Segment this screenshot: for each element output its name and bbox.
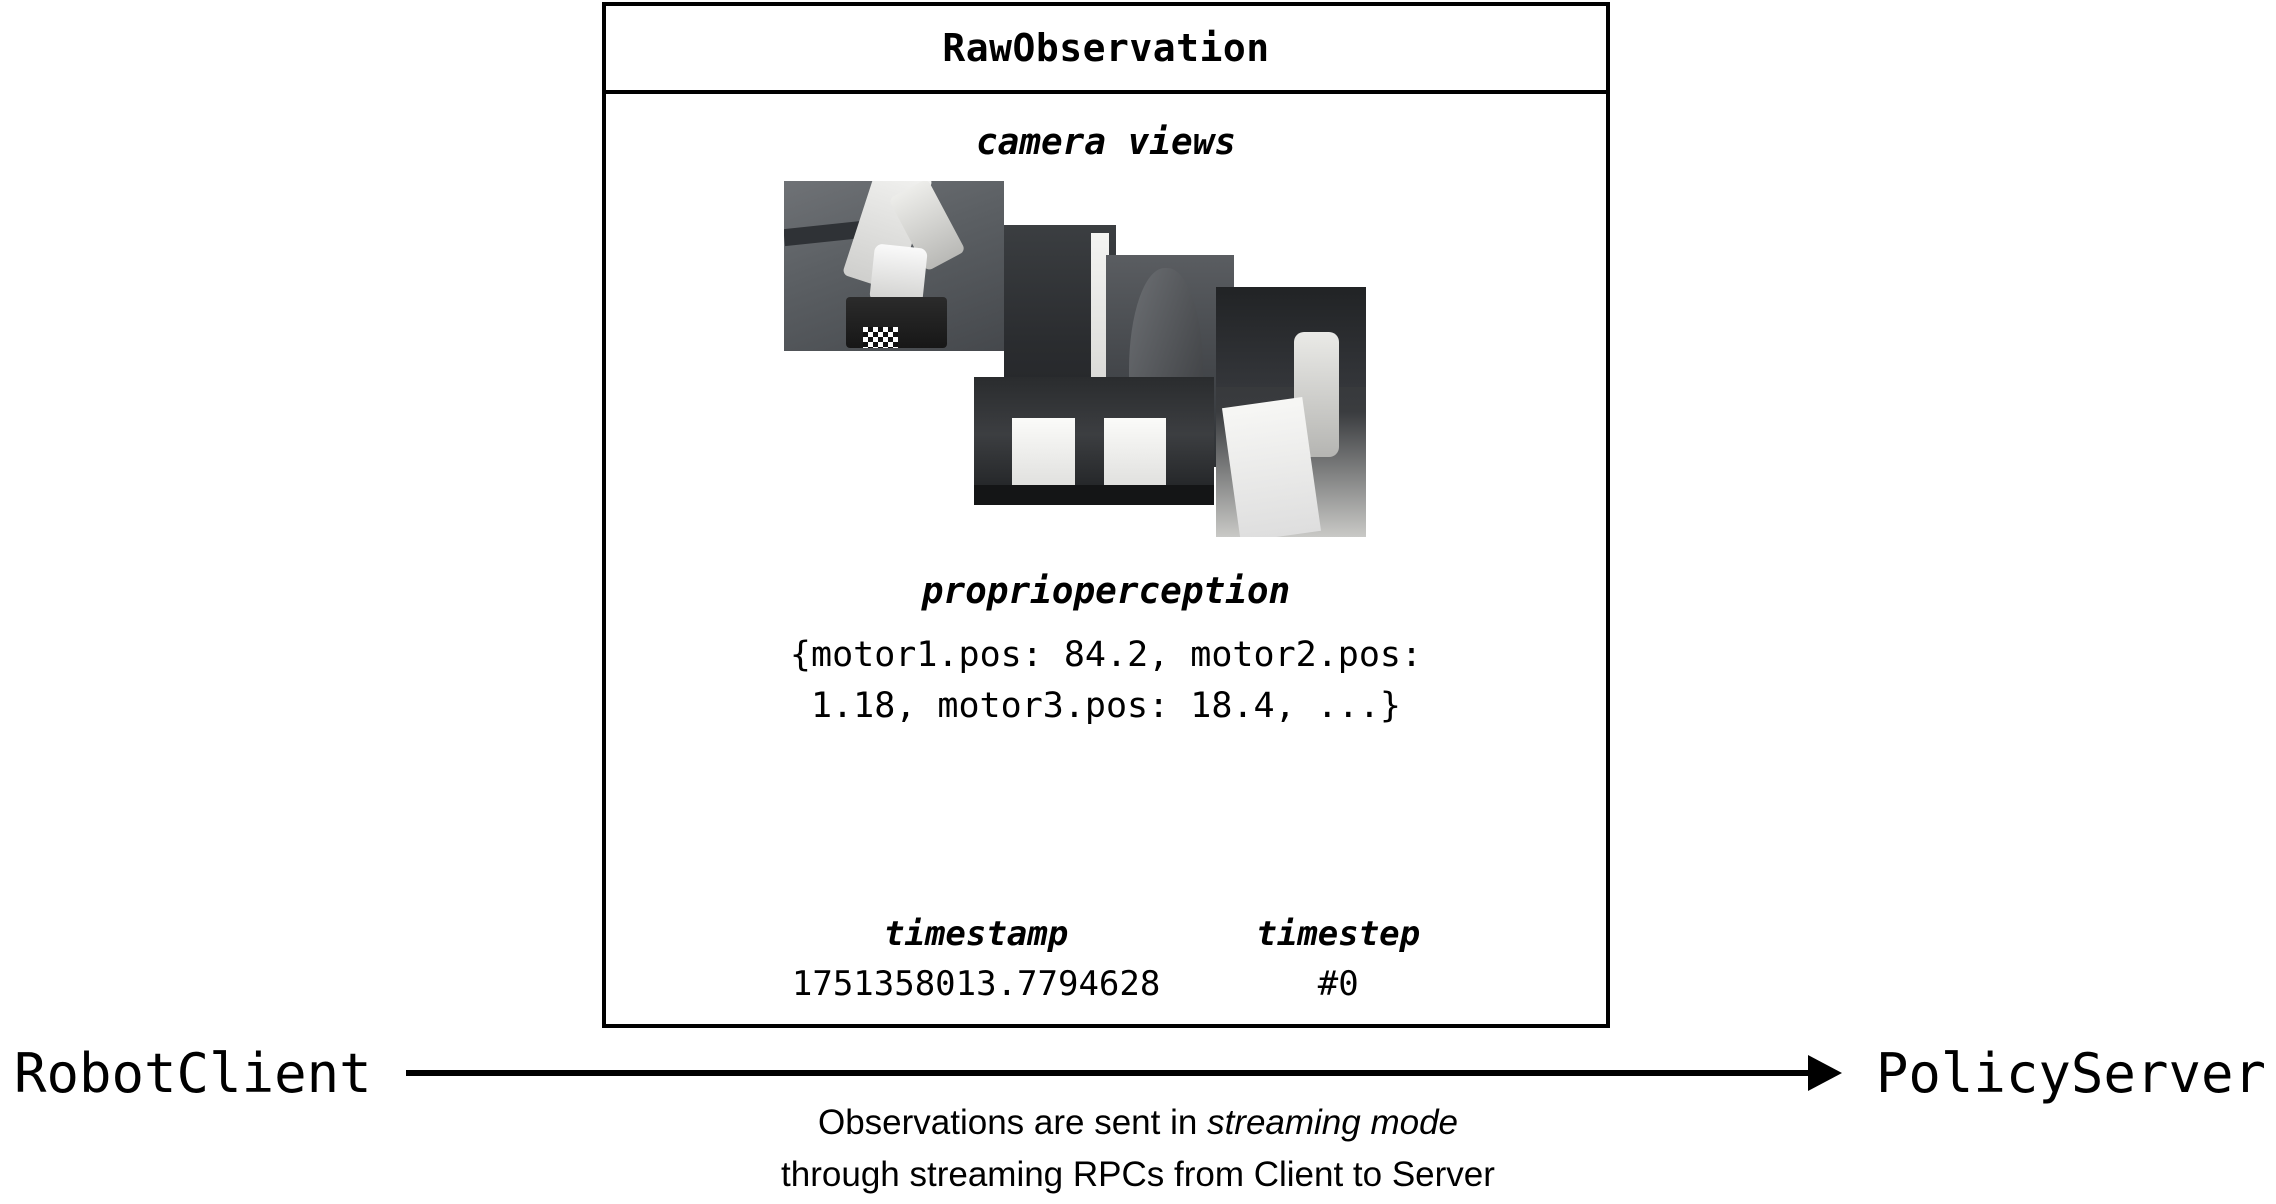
camera-views-collage: [606, 181, 1606, 541]
camera-views-label: camera views: [975, 122, 1237, 163]
flow-caption-line-1-prefix: Observations are sent in: [817, 1103, 1208, 1142]
arrow-head-icon: [1808, 1055, 1842, 1091]
raw-observation-card: [602, 2, 1610, 1028]
flow-caption-line-1-emphasis: streaming mode: [1207, 1103, 1459, 1142]
timestamp-value: 1751358013.7794628: [791, 964, 1161, 1004]
timestep-value: #0: [1317, 964, 1359, 1004]
wrist-camera-view-image: [1216, 287, 1366, 537]
timestep-field: [1256, 914, 1420, 1004]
robot-client-node: RobotClient: [14, 1041, 372, 1105]
observation-metadata-row: [606, 914, 1606, 1004]
policy-server-node: PolicyServer: [1875, 1041, 2266, 1105]
flow-caption-line-2: through streaming RPCs from Client to Server: [781, 1154, 1495, 1194]
card-title: RawObservation: [606, 6, 1606, 94]
flow-caption-line-1: [0, 1100, 2276, 1146]
front-gripper-view-image: [974, 377, 1214, 505]
arrow-line: [406, 1070, 1816, 1076]
proprioperception-value: [606, 630, 1606, 732]
timestamp-field: [792, 914, 1160, 1004]
overhead-scene-view-image: [784, 181, 1004, 351]
timestamp-label: timestamp: [883, 914, 1069, 954]
proprioperception-value-line-1: {motor1.pos: 84.2, motor2.pos:: [789, 635, 1423, 675]
proprioperception-value-line-2: 1.18, motor3.pos: 18.4, ...}: [810, 685, 1401, 726]
timestep-label: timestep: [1256, 914, 1421, 954]
card-body: [606, 122, 1606, 1056]
proprioperception-label: proprioperception: [921, 571, 1291, 612]
flow-caption: [0, 1100, 2276, 1197]
flow-arrow: [406, 1053, 1842, 1093]
